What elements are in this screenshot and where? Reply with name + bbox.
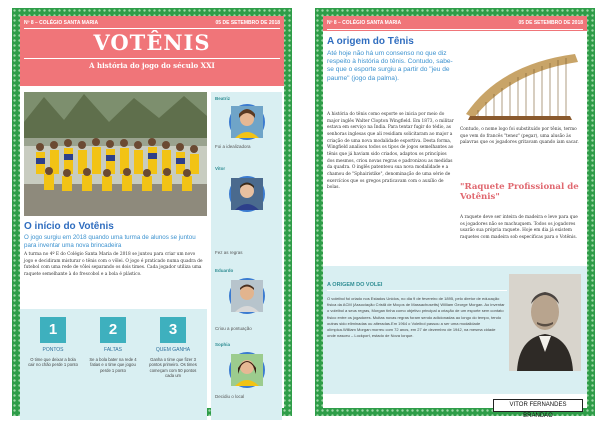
rule-description: O time que deixar a bola cair no chão perde 1 ponto	[28, 357, 78, 368]
tennis-lead: Até hoje não há um consenso no que diz respeito à história do tênis. Contudo, sabe-se que o esporte surgiu a partir do "jeu de paume" (jogo da palma).	[327, 50, 453, 82]
rule-description: Se a bola bater na rede 4 fatias e o time que jogou perde 1 ponto	[89, 357, 137, 373]
rule-description: Ganha o time que fizer 3 pontos primeiro. Os times começam com 50 pontos cada um	[149, 357, 197, 379]
tennis-body: A história do tênis como esporte se inicia por meio do major inglês Walter Clopton Wingfield. Em 1873, o militar estava em serviço na Índia. Para tentar fugir do tédio, as senhoras inglesas que ali residiam solicitaram ao major a criação de uma nova modalidade esportiva. Desta forma, Wingfield analisou todos os tipos de jogos semelhantes ao tênis que já haviam sido criados, adaptou os princípios dos mesmos, criou novas regras e padronizou as medidas da quadra. O inglês patenteou sua nova modalidade e a chamou de "Sphairistike", denominação de uma série de exercícios que os gregos praticavam com o auxílio de bolas.	[327, 112, 454, 191]
article-lead: O jogo surgiu em 2018 quando uma turma de alunos se juntou para inventar uma nova brincadeira	[24, 234, 196, 249]
member-role: Decidiu o local	[215, 394, 245, 399]
harp-photo	[460, 44, 581, 124]
racket-body: A raquete deve ser inteira de madeira e leve para que os jogadores não se machuquem. Todos os jogadores usarão sua própria raquete. Hoje em dia já existem raquetes com madeira sob especificas para o Votênis.	[460, 215, 578, 240]
rule-number: 1	[40, 317, 66, 343]
volleyball-divider	[327, 290, 507, 291]
rule-title: QUEM GANHA	[155, 347, 191, 353]
member-name: Beatriz	[215, 96, 231, 101]
author-box: VITOR FERNANDES BRANDÃO	[493, 399, 583, 412]
newspaper-title: VOTÊNIS	[93, 30, 211, 55]
date-label: 05 DE SETEMBRO DE 2018	[215, 20, 280, 26]
volleyball-body: O voleibol foi criado nos Estados Unidos, no dia 9 de fevereiro de 1895, pelo diretor de educação física da ACM (Associação Cristã de Moços de Massachusetts) William George Morgan. Ao inventar o voleibol a seus regras, Morgan tinha como objetivo principal a criação de um esporte sem contato físico entre os jogadores. Muitas novas regras foram sendo adicionadas ao longo do tempo, tendo outras sido eliminadas ou alteradas.Em 1964 o Voleibol passou a ser uma modalidade olímpica.William Morgan morreu com 72 anos, em 27 de dezembro de 1942, na mesma cidade onde nasceu – Lockport, estado de Nova Iorque.	[327, 296, 505, 339]
member-name: Eduardo	[215, 268, 234, 273]
rule-card	[148, 317, 198, 379]
newspaper-page-right	[315, 8, 595, 419]
masthead-band	[20, 16, 284, 86]
member-role: Criou a pontuação	[215, 326, 252, 331]
date-label: 05 DE SETEMBRO DE 2018	[518, 20, 583, 26]
page-right-content	[323, 16, 587, 419]
article-headline: O início do Votênis	[24, 221, 114, 232]
volleyball-headline: A ORIGEM DO VOLEI	[327, 282, 383, 288]
member-photo	[229, 104, 265, 140]
rules-panel	[20, 309, 207, 420]
header-divider	[327, 29, 583, 30]
page-left-content	[20, 16, 284, 408]
member-photo	[229, 278, 265, 314]
morgan-portrait	[509, 274, 581, 371]
member-name: Sophia	[215, 342, 231, 347]
member-photo	[229, 176, 265, 212]
school-label: Nº 8 – COLÉGIO SANTA MARIA	[24, 20, 99, 26]
member-photo	[229, 352, 265, 388]
rule-card	[88, 317, 138, 373]
rule-number: 3	[160, 317, 186, 343]
member-role: Fez as regras	[215, 250, 243, 255]
class-photo	[24, 92, 207, 216]
header-band	[323, 16, 587, 31]
rule-number: 2	[100, 317, 126, 343]
rule-title: PONTOS	[42, 347, 64, 353]
rule-title: FALTAS	[104, 347, 122, 353]
volleyball-panel	[323, 266, 587, 394]
racket-headline: "Raquete Profissional de Votênis"	[460, 182, 579, 203]
member-name: Vitor	[215, 166, 226, 171]
article-body: A turma no 4º E do Colégio Santa Maria de 2018 se juntou para criar um novo jogo e decidiram misturar o tênis com o vôlei. O jogo é praticado numa quadra de futebol com uma rede de vôlei separando os dois times. Cada jogador utiliza uma raquete semelhante à do frescobol e a bola é plástico.	[24, 252, 203, 277]
masthead-divider	[24, 28, 280, 29]
tennis-headline: A origem do Tênis	[327, 36, 414, 47]
member-role: Foi a idealizadora	[215, 144, 251, 149]
tennis-body-continued: Contudo, o nome logo foi substituído por tênis, termo que vem do francês "tenez" (pegar), uma alusão às palavras que os jogadores gritavam quando iam sacar.	[460, 127, 579, 146]
newspaper-page-left	[12, 8, 292, 416]
rule-card	[28, 317, 78, 368]
team-sidebar	[211, 92, 282, 420]
newspaper-subtitle: A história do jogo do século XXI	[89, 61, 215, 70]
school-label: Nº 8 – COLÉGIO SANTA MARIA	[327, 20, 402, 26]
subtitle-divider	[24, 58, 280, 59]
